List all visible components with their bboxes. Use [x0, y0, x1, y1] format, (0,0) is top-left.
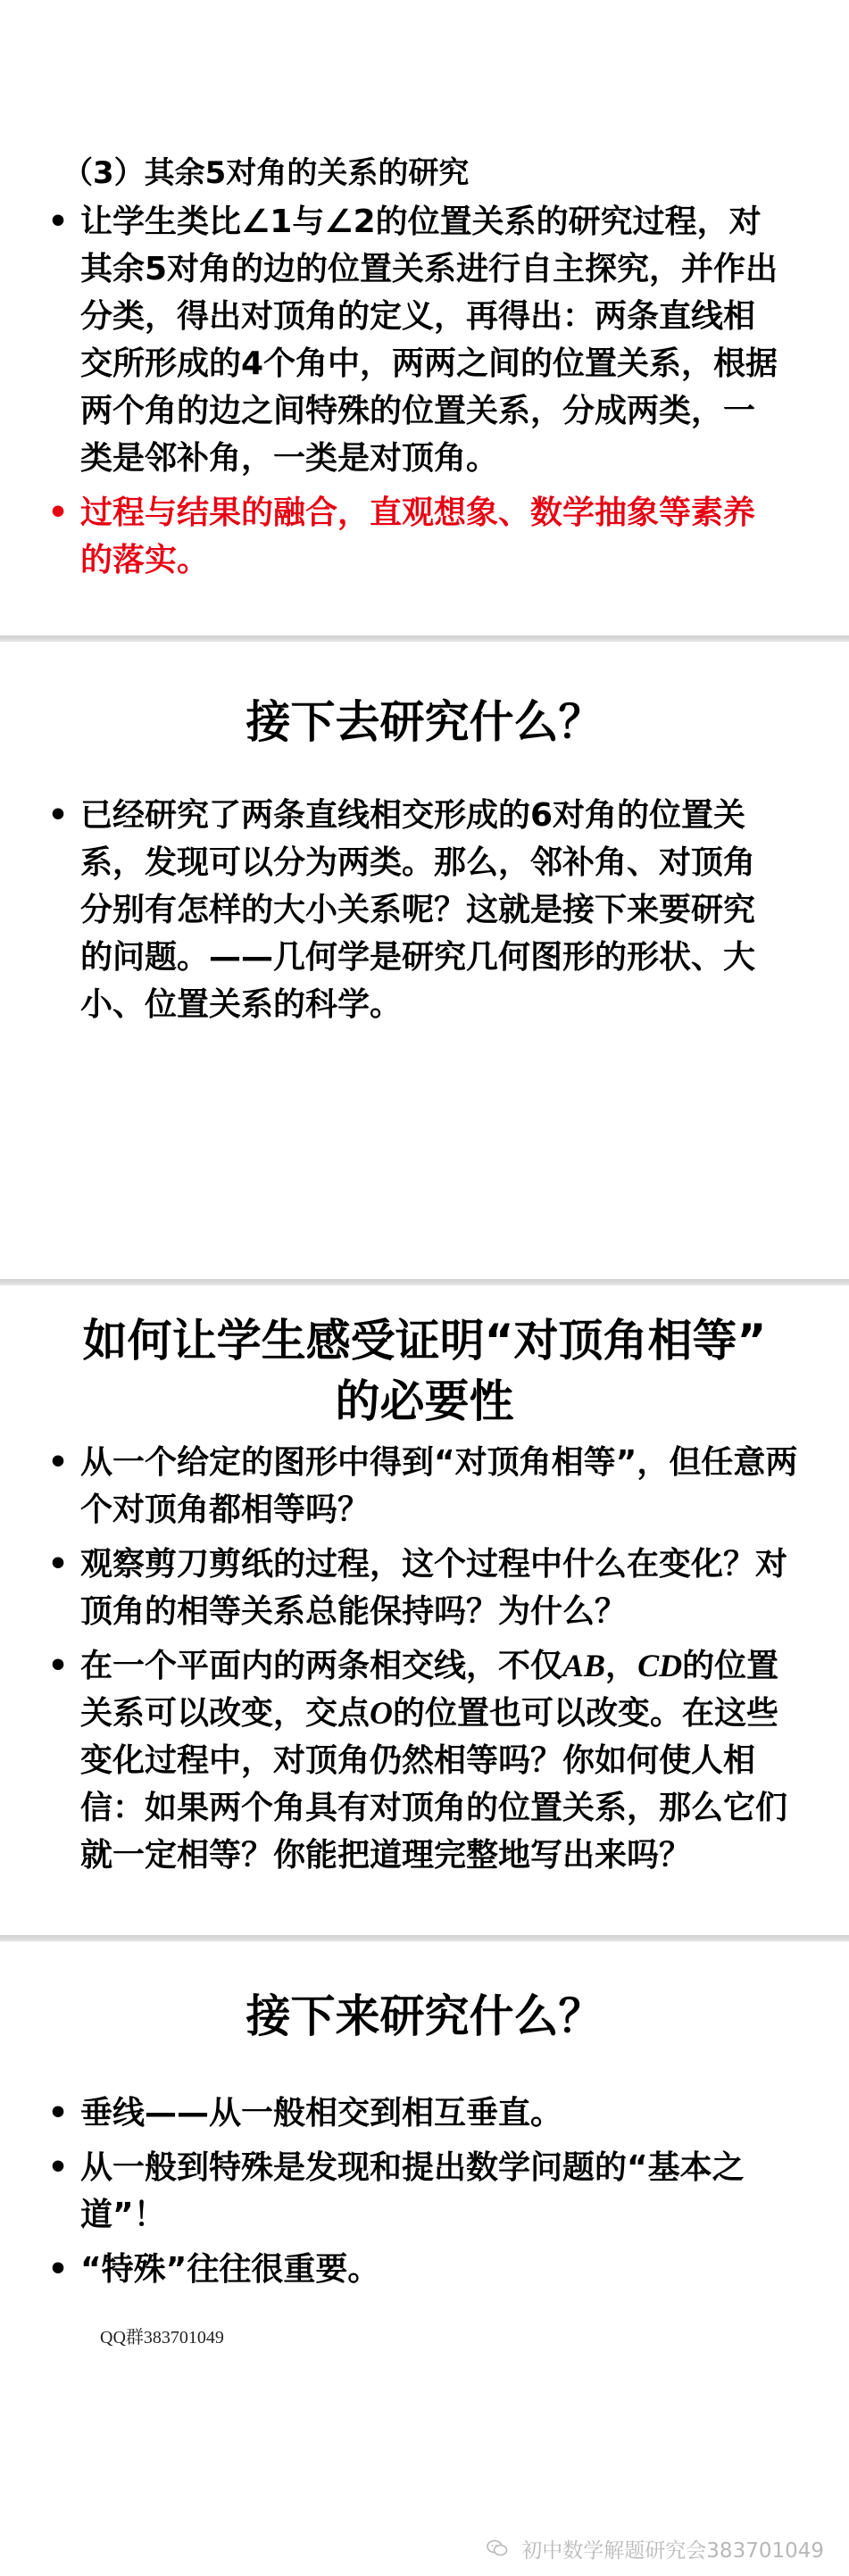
bullet-icon: •	[47, 2251, 69, 2288]
slide-divider	[0, 636, 849, 642]
slide3-bullet-1-text: 从一个给定的图形中得到“对顶角相等”，但任意两个对顶角都相等吗？	[80, 1444, 798, 1528]
slide1-bullet-1	[0, 198, 786, 482]
slide4-bullet-1	[0, 2090, 786, 2137]
slide3-bullet-2-text: 观察剪刀剪纸的过程，这个过程中什么在变化？对顶角的相等关系总能保持吗？为什么？	[80, 1546, 788, 1630]
slide3-bullet-1	[0, 1439, 803, 1533]
qq-group-label: QQ群383701049	[100, 2328, 224, 2347]
bullet-icon: •	[47, 2149, 69, 2186]
wechat-icon	[487, 2539, 514, 2563]
slide-1	[0, 0, 849, 636]
slide4-bullet-2	[0, 2144, 786, 2239]
bullet-icon: •	[47, 1648, 69, 1684]
slide3-bullet-2	[0, 1541, 803, 1635]
bullet-icon: •	[47, 204, 69, 240]
slide3-bullet-3-text	[80, 1648, 787, 1874]
watermark	[487, 2534, 824, 2564]
slide3-title	[0, 1310, 849, 1432]
slide-4	[0, 1941, 849, 2576]
slide1-bullet-2-text: 过程与结果的融合，直观想象、数学抽象等素养的落实。	[80, 494, 756, 578]
slide1-subheading: （3）其余5对角的关系的研究	[62, 155, 470, 191]
slide-divider	[0, 1935, 849, 1941]
bullet3-text-part-1: 在一个平面内的两条相交线，不仅	[80, 1648, 563, 1684]
slide4-title: 接下来研究什么？	[246, 1990, 603, 2042]
slide2-bullet-1	[0, 792, 777, 1028]
line-label-cd: CD	[637, 1648, 683, 1683]
slide2-bullet-list	[0, 792, 777, 1035]
bullet-icon: •	[47, 2095, 69, 2131]
slide-3	[0, 1285, 849, 1935]
slide1-bullet-2-highlight	[0, 489, 786, 584]
bullet-icon: •	[47, 1546, 69, 1583]
slide2-title: 接下去研究什么？	[246, 696, 603, 748]
slide2-bullet-1-text: 已经研究了两条直线相交形成的6对角的位置关系，发现可以分为两类。那么，邻补角、对顶角分别有怎样的大小关系呢？这就是接下来要研究的问题。——几何学是研究几何图形的形状、大小、位置关系的科学。	[80, 797, 756, 1023]
slide1-bullet-1-text: 让学生类比∠1与∠2的位置关系的研究过程，对其余5对角的边的位置关系进行自主探究，并作出分类，得出对顶角的定义，再得出：两条直线相交所形成的4个角中，两两之间的位置关系，根据两个角的边之间特殊的位置关系，分成两类，一类是邻补角，一类是对顶角。	[80, 204, 778, 477]
bullet-icon: •	[47, 797, 69, 834]
slide4-bullet-3-text: “特殊”往往很重要。	[80, 2251, 380, 2288]
slide4-bullet-list	[0, 2090, 786, 2300]
bullet-icon: •	[47, 494, 69, 531]
slide-divider	[0, 1279, 849, 1285]
line-label-ab: AB	[562, 1648, 606, 1683]
bullet3-text-part-2: 的位置关系可以改变，交点	[80, 1648, 779, 1732]
bullet3-text-part-3: 的位置也可以改变。在这些变化过程中，对顶角仍然相等吗？你如何使人相信：如果两个角具有对顶角的位置关系，那么它们就一定相等？你能把道理完整地写出来吗？	[80, 1695, 788, 1874]
point-label-o: O	[370, 1695, 394, 1731]
watermark-text: 初中数学解题研究会383701049	[521, 2539, 824, 2563]
slide3-bullet-list	[0, 1439, 803, 1886]
bullet-icon: •	[47, 1444, 69, 1481]
slide3-title-line-1: 如何让学生感受证明“对顶角相等”	[82, 1315, 767, 1367]
bullet3-comma: ，	[605, 1648, 638, 1684]
slide-2	[0, 642, 849, 1279]
slide1-bullet-list	[0, 198, 786, 591]
slide4-bullet-2-text: 从一般到特殊是发现和提出数学问题的“基本之道”！	[80, 2149, 745, 2233]
slide3-title-line-2: 的必要性	[335, 1375, 514, 1427]
slide4-bullet-1-text: 垂线——从一般相交到相互垂直。	[80, 2095, 563, 2131]
slide3-bullet-3	[0, 1642, 803, 1879]
slide4-bullet-3	[0, 2246, 786, 2293]
